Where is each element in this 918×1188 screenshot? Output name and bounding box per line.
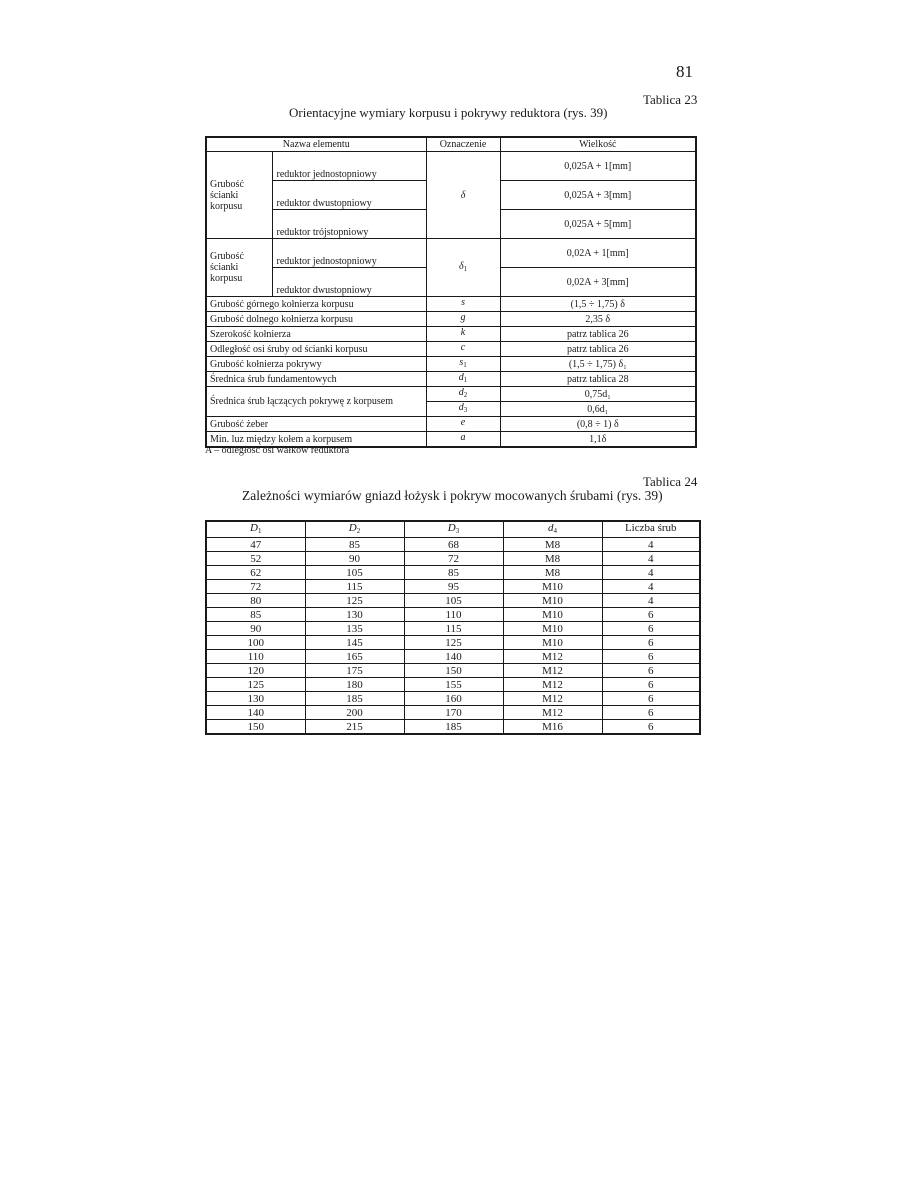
table-23-label: Tablica 23: [643, 92, 698, 107]
table-cell: 140: [404, 650, 503, 664]
row-name: Grubość górnego kołnierza korpusu: [206, 297, 426, 312]
table-24-body: [206, 538, 700, 735]
table-23-header-row: [206, 137, 696, 152]
row-name: Grubość dolnego kołnierza korpusu: [206, 312, 426, 327]
table-cell: 145: [305, 636, 404, 650]
table-cell: M10: [503, 622, 602, 636]
group-name: Grubość ścianki korpusu: [206, 152, 272, 239]
group-sub: reduktor dwustopniowy: [272, 268, 426, 297]
table-cell: M12: [503, 650, 602, 664]
header-cell: [503, 521, 602, 538]
row-value: (1,5 ÷ 1,75) δ₁: [500, 357, 696, 372]
table-cell: 125: [404, 636, 503, 650]
table-cell: 125: [305, 594, 404, 608]
header-symbol: Oznaczenie: [426, 137, 500, 152]
row-symbol: [426, 327, 500, 342]
table-cell: 6: [602, 608, 700, 622]
header-symbol: Liczba śrub: [624, 522, 677, 534]
table-cell: 4: [602, 594, 700, 608]
table-cell: 105: [404, 594, 503, 608]
table-row: [206, 566, 700, 580]
group-value: 0,025A + 1[mm]: [500, 152, 696, 181]
symbol-text: δ: [460, 189, 466, 201]
table-row: [206, 372, 696, 387]
symbol-subscript: 1: [463, 376, 468, 384]
table-row: [206, 692, 700, 706]
row-value: (0,8 ÷ 1) δ: [500, 417, 696, 432]
table-cell: 80: [206, 594, 305, 608]
group-sub: reduktor dwustopniowy: [272, 181, 426, 210]
table-row: [206, 706, 700, 720]
table-cell: 130: [305, 608, 404, 622]
table-cell: M16: [503, 720, 602, 735]
table-cell: 6: [602, 692, 700, 706]
table-cell: 115: [305, 580, 404, 594]
header-symbol: D: [250, 522, 258, 534]
table-cell: 4: [602, 580, 700, 594]
table-cell: 180: [305, 678, 404, 692]
table-cell: 6: [602, 636, 700, 650]
table-row: [206, 580, 700, 594]
table-cell: 110: [404, 608, 503, 622]
group-value: 0,025A + 3[mm]: [500, 181, 696, 210]
table-cell: 72: [206, 580, 305, 594]
table-cell: 115: [404, 622, 503, 636]
table-cell: 160: [404, 692, 503, 706]
symbol-subscript: 2: [463, 391, 468, 399]
row-value: 0,6d₁: [500, 402, 696, 417]
symbol-subscript: 1: [463, 264, 468, 273]
table-row: [206, 636, 700, 650]
table-cell: M8: [503, 552, 602, 566]
group-value: 0,025A + 5[mm]: [500, 210, 696, 239]
table-cell: 150: [404, 664, 503, 678]
symbol-subscript: 1: [463, 361, 467, 369]
symbol-text: c: [460, 342, 466, 353]
table-cell: 72: [404, 552, 503, 566]
table-cell: 4: [602, 552, 700, 566]
page-number: 81: [676, 62, 693, 81]
table-cell: M12: [503, 664, 602, 678]
header-cell: [206, 521, 305, 538]
row-value: 1,1δ: [500, 432, 696, 448]
row-symbol: [426, 402, 500, 417]
header-cell: [305, 521, 404, 538]
group-value: 0,02A + 1[mm]: [500, 239, 696, 268]
symbol-subscript: 3: [463, 406, 468, 414]
table-cell: 170: [404, 706, 503, 720]
symbol-text: k: [460, 327, 466, 338]
row-value: patrz tablica 26: [500, 327, 696, 342]
table-cell: 6: [602, 664, 700, 678]
row-name: Grubość kołnierza pokrywy: [206, 357, 426, 372]
table-cell: 105: [305, 566, 404, 580]
row-value: 2,35 δ: [500, 312, 696, 327]
symbol-text: δ: [458, 260, 464, 272]
table-cell: 52: [206, 552, 305, 566]
row-symbol: [426, 387, 500, 402]
table-cell: M12: [503, 678, 602, 692]
header-subscript: 4: [553, 527, 557, 535]
header-name: Nazwa elementu: [206, 137, 426, 152]
header-symbol: d: [548, 522, 554, 534]
row-symbol: [426, 417, 500, 432]
table-row: [206, 664, 700, 678]
row-value: patrz tablica 26: [500, 342, 696, 357]
table-row: [206, 357, 696, 372]
table-cell: 125: [206, 678, 305, 692]
header-cell: [404, 521, 503, 538]
table-row: [206, 312, 696, 327]
symbol-text: d: [458, 387, 464, 398]
table-cell: 185: [305, 692, 404, 706]
table-cell: M12: [503, 706, 602, 720]
row-name: Grubość żeber: [206, 417, 426, 432]
table-cell: 100: [206, 636, 305, 650]
row-value: (1,5 ÷ 1,75) δ: [500, 297, 696, 312]
table-row: [206, 608, 700, 622]
table-row: [206, 650, 700, 664]
table-23: [205, 136, 697, 448]
table-row: [206, 239, 696, 268]
table-row: [206, 327, 696, 342]
table-cell: 90: [206, 622, 305, 636]
table-row: [206, 720, 700, 735]
row-symbol: [426, 297, 500, 312]
table-cell: 6: [602, 678, 700, 692]
table-cell: M10: [503, 608, 602, 622]
table-row: [206, 152, 696, 181]
table-row: [206, 387, 696, 402]
table-cell: M8: [503, 566, 602, 580]
table-cell: 175: [305, 664, 404, 678]
header-subscript: 2: [356, 527, 361, 535]
group-value: 0,02A + 3[mm]: [500, 268, 696, 297]
row-name: Średnica śrub łączących pokrywę z korpusem: [206, 387, 426, 417]
row-symbol: [426, 342, 500, 357]
row-value: 0,75d₁: [500, 387, 696, 402]
table-cell: M8: [503, 538, 602, 552]
header-symbol: D: [348, 522, 357, 534]
row-symbol: [426, 432, 500, 448]
table-cell: 140: [206, 706, 305, 720]
table-23-caption: Orientacyjne wymiary korpusu i pokrywy reduktora (rys. 39): [289, 105, 608, 120]
table-cell: 95: [404, 580, 503, 594]
table-cell: 110: [206, 650, 305, 664]
table-cell: 85: [305, 538, 404, 552]
table-24-header-row: [206, 521, 700, 538]
table-cell: 85: [404, 566, 503, 580]
group-sub: reduktor jednostopniowy: [272, 239, 426, 268]
symbol-text: d: [458, 372, 464, 383]
table-cell: 200: [305, 706, 404, 720]
table-cell: M10: [503, 594, 602, 608]
table-row: [206, 678, 700, 692]
symbol-text: d: [458, 402, 464, 413]
table-cell: 4: [602, 566, 700, 580]
table-cell: 135: [305, 622, 404, 636]
group-name: Grubość ścianki korpusu: [206, 239, 272, 297]
header-subscript: 1: [257, 527, 262, 535]
row-symbol: [426, 357, 500, 372]
row-name: Szerokość kołnierza: [206, 327, 426, 342]
table-row: [206, 297, 696, 312]
table-24-label: Tablica 24: [643, 474, 698, 489]
symbol-text: s: [461, 297, 465, 308]
header-value: Wielkość: [500, 137, 696, 152]
group-symbol: [426, 239, 500, 297]
row-name: Średnica śrub fundamentowych: [206, 372, 426, 387]
table-cell: 165: [305, 650, 404, 664]
symbol-text: s: [459, 357, 464, 368]
group-symbol: [426, 152, 500, 239]
table-cell: 130: [206, 692, 305, 706]
table-row: [206, 622, 700, 636]
table-row: [206, 538, 700, 552]
table-cell: 62: [206, 566, 305, 580]
table-cell: 6: [602, 622, 700, 636]
table-cell: 6: [602, 650, 700, 664]
table-cell: M10: [503, 580, 602, 594]
header-symbol: D: [447, 522, 456, 534]
table-row: [206, 552, 700, 566]
symbol-text: e: [460, 417, 466, 428]
table-cell: 90: [305, 552, 404, 566]
group-sub: reduktor jednostopniowy: [272, 152, 426, 181]
table-cell: 47: [206, 538, 305, 552]
symbol-text: a: [460, 432, 466, 443]
table-row: [206, 594, 700, 608]
table-cell: M10: [503, 636, 602, 650]
table-cell: M12: [503, 692, 602, 706]
table-24-caption: Zależności wymiarów gniazd łożysk i pokryw mocowanych śrubami (rys. 39): [242, 488, 663, 503]
symbol-text: g: [460, 312, 466, 323]
table-row: [206, 417, 696, 432]
row-symbol: [426, 372, 500, 387]
table-cell: 120: [206, 664, 305, 678]
table-cell: 185: [404, 720, 503, 735]
header-cell: [602, 521, 700, 538]
table-cell: 155: [404, 678, 503, 692]
row-value: patrz tablica 28: [500, 372, 696, 387]
table-cell: 6: [602, 720, 700, 735]
table-24: [205, 520, 701, 735]
table-row: [206, 342, 696, 357]
table-cell: 215: [305, 720, 404, 735]
row-name: Odległość osi śruby od ścianki korpusu: [206, 342, 426, 357]
group-sub: reduktor trójstopniowy: [272, 210, 426, 239]
table-cell: 6: [602, 706, 700, 720]
table-cell: 4: [602, 538, 700, 552]
row-symbol: [426, 312, 500, 327]
table-cell: 68: [404, 538, 503, 552]
table-cell: 150: [206, 720, 305, 735]
table-23-footnote: A – odległość osi wałków reduktora: [205, 445, 350, 456]
header-subscript: 3: [455, 527, 460, 535]
table-cell: 85: [206, 608, 305, 622]
row-name: Min. luz między kołem a korpusem: [206, 432, 426, 448]
